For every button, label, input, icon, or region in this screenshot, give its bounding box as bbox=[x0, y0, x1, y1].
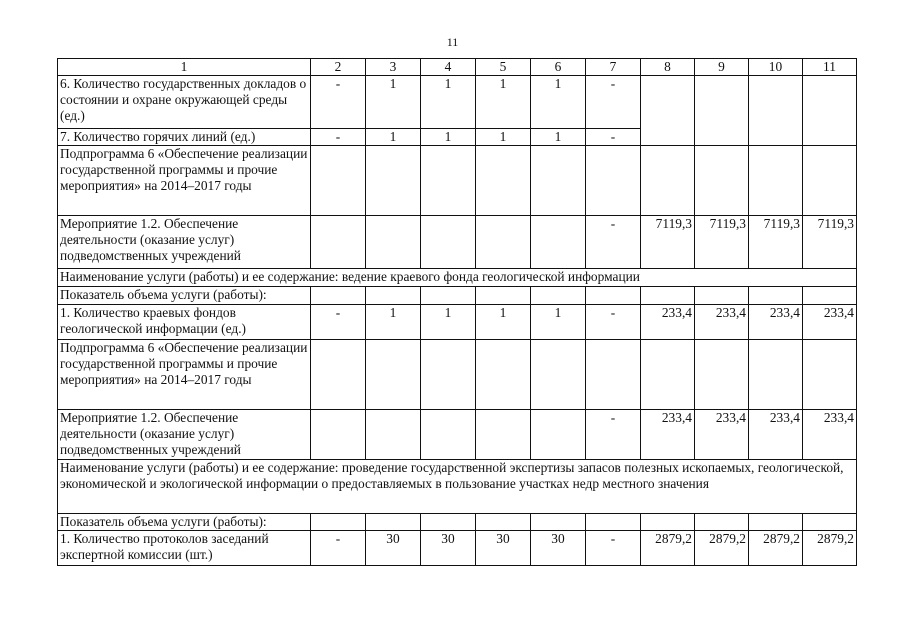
cell bbox=[531, 340, 586, 410]
cell: 7119,3 bbox=[749, 216, 803, 269]
cell bbox=[421, 146, 476, 216]
table-header-row bbox=[58, 59, 857, 76]
cell bbox=[366, 216, 421, 269]
cell: 7119,3 bbox=[695, 216, 749, 269]
cell: 233,4 bbox=[641, 305, 695, 340]
cell bbox=[695, 287, 749, 305]
cell: 233,4 bbox=[695, 410, 749, 460]
header-cell: 1 bbox=[58, 59, 311, 76]
cell bbox=[586, 146, 641, 216]
cell bbox=[366, 146, 421, 216]
cell: 2879,2 bbox=[695, 531, 749, 566]
cell bbox=[749, 340, 803, 410]
cell bbox=[366, 287, 421, 305]
cell bbox=[531, 410, 586, 460]
table-row bbox=[58, 216, 857, 269]
table-row bbox=[58, 287, 857, 305]
header-cell: 4 bbox=[421, 59, 476, 76]
cell bbox=[749, 76, 803, 146]
header-cell: 8 bbox=[641, 59, 695, 76]
cell: 233,4 bbox=[749, 410, 803, 460]
cell: 1 bbox=[476, 76, 531, 129]
cell bbox=[695, 146, 749, 216]
cell: 233,4 bbox=[641, 410, 695, 460]
cell: - bbox=[586, 216, 641, 269]
header-cell: 9 bbox=[695, 59, 749, 76]
cell bbox=[803, 76, 857, 146]
cell: 1 bbox=[366, 129, 421, 146]
cell bbox=[586, 340, 641, 410]
row-label: 1. Количество протоколов заседаний экспертной комиссии (шт.) bbox=[58, 531, 311, 566]
cell: - bbox=[311, 531, 366, 566]
header-cell: 10 bbox=[749, 59, 803, 76]
cell: - bbox=[586, 305, 641, 340]
cell bbox=[803, 146, 857, 216]
cell: 1 bbox=[531, 129, 586, 146]
cell bbox=[749, 146, 803, 216]
cell bbox=[366, 410, 421, 460]
cell bbox=[641, 514, 695, 531]
cell: 2879,2 bbox=[803, 531, 857, 566]
cell bbox=[476, 216, 531, 269]
row-label: Показатель объема услуги (работы): bbox=[58, 287, 311, 305]
cell: - bbox=[586, 410, 641, 460]
table-row bbox=[58, 146, 857, 216]
cell: - bbox=[311, 305, 366, 340]
row-label: 1. Количество краевых фондов геологической информации (ед.) bbox=[58, 305, 311, 340]
cell bbox=[476, 514, 531, 531]
table-row bbox=[58, 410, 857, 460]
cell bbox=[586, 287, 641, 305]
cell: 233,4 bbox=[749, 305, 803, 340]
cell bbox=[421, 410, 476, 460]
cell bbox=[476, 410, 531, 460]
cell: 2879,2 bbox=[749, 531, 803, 566]
cell: - bbox=[586, 531, 641, 566]
cell: 1 bbox=[531, 305, 586, 340]
cell bbox=[421, 340, 476, 410]
table-row bbox=[58, 269, 857, 287]
cell: 1 bbox=[476, 305, 531, 340]
table-row bbox=[58, 514, 857, 531]
cell bbox=[476, 287, 531, 305]
table-row bbox=[58, 460, 857, 514]
cell bbox=[749, 514, 803, 531]
cell: 1 bbox=[476, 129, 531, 146]
cell bbox=[749, 287, 803, 305]
cell bbox=[311, 340, 366, 410]
cell bbox=[531, 216, 586, 269]
table-row bbox=[58, 76, 857, 129]
cell: - bbox=[311, 129, 366, 146]
cell bbox=[531, 514, 586, 531]
cell bbox=[641, 340, 695, 410]
header-cell: 6 bbox=[531, 59, 586, 76]
cell bbox=[311, 287, 366, 305]
cell bbox=[531, 146, 586, 216]
section-heading: Наименование услуги (работы) и ее содержание: ведение краевого фонда геологической информации bbox=[58, 269, 857, 287]
page-number: 11 bbox=[446, 35, 459, 49]
row-label: Подпрограмма 6 «Обеспечение реализации государственной программы и прочие мероприятия» на 2014–2017 годы bbox=[58, 146, 311, 216]
row-label: Мероприятие 1.2. Обеспечение деятельности (оказание услуг) подведомственных учреждений bbox=[58, 216, 311, 269]
cell bbox=[641, 287, 695, 305]
cell: 7119,3 bbox=[641, 216, 695, 269]
cell bbox=[476, 340, 531, 410]
cell bbox=[695, 514, 749, 531]
cell: 1 bbox=[421, 76, 476, 129]
header-cell: 3 bbox=[366, 59, 421, 76]
cell bbox=[586, 514, 641, 531]
cell bbox=[695, 340, 749, 410]
cell: 30 bbox=[366, 531, 421, 566]
cell: 1 bbox=[366, 305, 421, 340]
row-label: Мероприятие 1.2. Обеспечение деятельности (оказание услуг) подведомственных учреждений bbox=[58, 410, 311, 460]
cell bbox=[421, 216, 476, 269]
cell bbox=[421, 287, 476, 305]
cell bbox=[311, 410, 366, 460]
header-cell: 2 bbox=[311, 59, 366, 76]
cell: 7119,3 bbox=[803, 216, 857, 269]
cell bbox=[803, 340, 857, 410]
cell: 233,4 bbox=[803, 410, 857, 460]
cell bbox=[311, 146, 366, 216]
cell: 2879,2 bbox=[641, 531, 695, 566]
cell bbox=[803, 287, 857, 305]
cell: 1 bbox=[421, 129, 476, 146]
cell bbox=[476, 146, 531, 216]
section-heading: Наименование услуги (работы) и ее содержание: проведение государственной экспертизы запасов полезных ископаемых, геологической, экономической и экологической информации о предоставляемых в пользование участках недр местного значения bbox=[58, 460, 857, 514]
program-table bbox=[57, 58, 857, 566]
row-label: Подпрограмма 6 «Обеспечение реализации государственной программы и прочие мероприятия» на 2014–2017 годы bbox=[58, 340, 311, 410]
table-row bbox=[58, 340, 857, 410]
cell: 1 bbox=[531, 76, 586, 129]
cell: 30 bbox=[531, 531, 586, 566]
cell: 1 bbox=[366, 76, 421, 129]
cell: 1 bbox=[421, 305, 476, 340]
cell: 30 bbox=[476, 531, 531, 566]
cell: 233,4 bbox=[803, 305, 857, 340]
table-row bbox=[58, 531, 857, 566]
cell bbox=[311, 216, 366, 269]
cell: - bbox=[586, 129, 641, 146]
cell bbox=[641, 76, 695, 146]
cell bbox=[695, 76, 749, 146]
cell bbox=[641, 146, 695, 216]
cell bbox=[366, 514, 421, 531]
cell bbox=[531, 287, 586, 305]
cell: 233,4 bbox=[695, 305, 749, 340]
cell: - bbox=[586, 76, 641, 129]
table-row bbox=[58, 305, 857, 340]
row-label: Показатель объема услуги (работы): bbox=[58, 514, 311, 531]
cell bbox=[803, 514, 857, 531]
row-label: 6. Количество государственных докладов о состоянии и охране окружающей среды (ед.) bbox=[58, 76, 311, 129]
header-cell: 11 bbox=[803, 59, 857, 76]
row-label: 7. Количество горячих линий (ед.) bbox=[58, 129, 311, 146]
cell bbox=[366, 340, 421, 410]
cell bbox=[421, 514, 476, 531]
cell: 30 bbox=[421, 531, 476, 566]
header-cell: 7 bbox=[586, 59, 641, 76]
cell: - bbox=[311, 76, 366, 129]
cell bbox=[311, 514, 366, 531]
header-cell: 5 bbox=[476, 59, 531, 76]
